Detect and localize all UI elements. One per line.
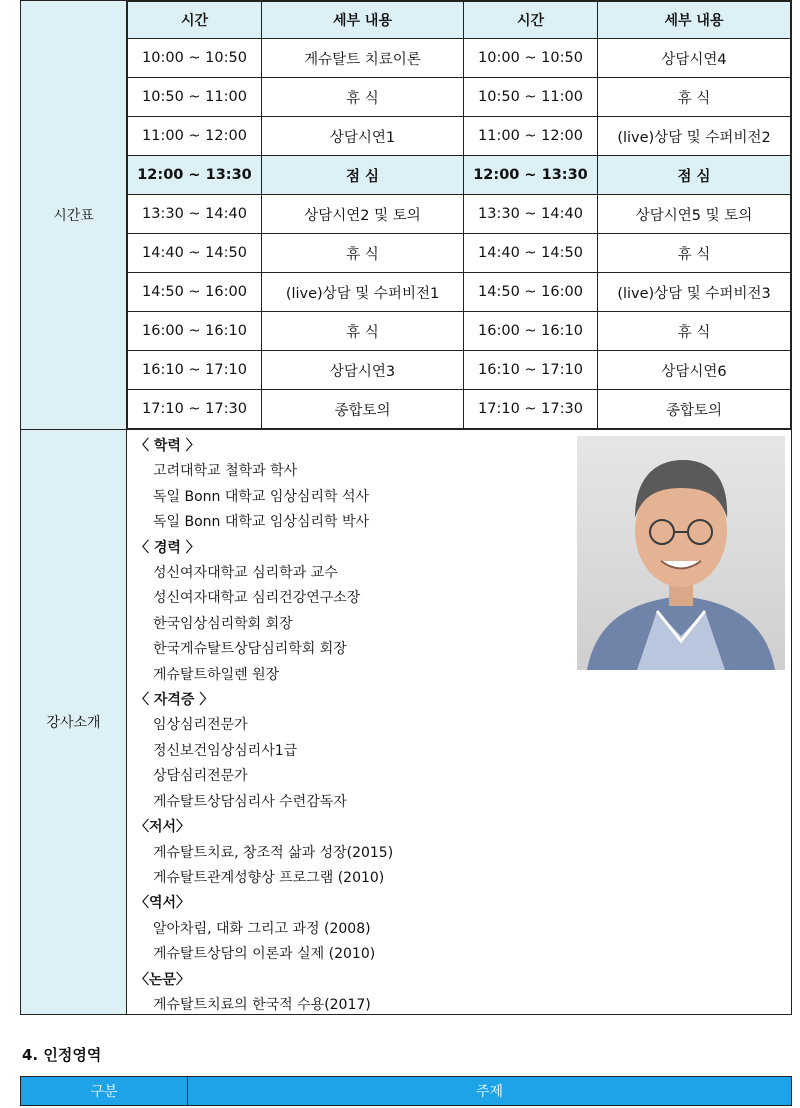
schedule-row	[128, 273, 791, 312]
time-cell: 17:10 ~ 17:30	[128, 390, 262, 429]
detail-cell: (live)상담 및 수퍼비전3	[598, 273, 791, 312]
header-time-2: 시간	[464, 2, 598, 39]
instructor-item: 한국임상심리학회 회장	[153, 615, 293, 632]
detail-cell: (live)상담 및 수퍼비전1	[262, 273, 464, 312]
instructor-item: 임상심리전문가	[153, 717, 248, 734]
time-cell: 10:00 ~ 10:50	[128, 39, 262, 78]
detail-cell: 상담시연2 및 토의	[262, 195, 464, 234]
detail-cell: 상담시연5 및 토의	[598, 195, 791, 234]
detail-cell: 휴 식	[262, 312, 464, 351]
program-table	[20, 0, 792, 1015]
detail-cell: (live)상담 및 수퍼비전2	[598, 117, 791, 156]
instructor-item: 게슈탈트상담의 이론과 실제 (2010)	[153, 946, 376, 963]
time-cell: 11:00 ~ 12:00	[128, 117, 262, 156]
time-cell: 14:50 ~ 16:00	[464, 273, 598, 312]
schedule-row	[128, 351, 791, 390]
instructor-label: 강사소개	[21, 430, 127, 1015]
instructor-item: 게슈탈트치료의 한국적 수용(2017)	[153, 996, 371, 1013]
instructor-section-title: 〈논문〉	[135, 971, 191, 988]
time-cell: 14:40 ~ 14:50	[128, 234, 262, 273]
time-cell: 13:30 ~ 14:40	[464, 195, 598, 234]
time-cell: 12:00 ~ 13:30	[464, 156, 598, 195]
schedule-row	[128, 156, 791, 195]
instructor-item: 성신여자대학교 심리학과 교수	[153, 565, 338, 582]
header-detail-2: 세부 내용	[598, 2, 791, 39]
time-cell: 16:10 ~ 17:10	[128, 351, 262, 390]
schedule-row	[128, 234, 791, 273]
schedule-label: 시간표	[21, 1, 127, 430]
time-cell: 10:50 ~ 11:00	[128, 78, 262, 117]
instructor-item: 상담심리전문가	[153, 768, 248, 785]
instructor-item: 고려대학교 철학과 학사	[153, 463, 298, 480]
time-cell: 16:10 ~ 17:10	[464, 351, 598, 390]
schedule-cell	[127, 1, 792, 430]
header-detail-1: 세부 내용	[262, 2, 464, 39]
schedule-row	[128, 78, 791, 117]
detail-cell: 휴 식	[262, 234, 464, 273]
detail-cell: 상담시연6	[598, 351, 791, 390]
detail-cell: 점 심	[262, 156, 464, 195]
instructor-item: 게슈탈트상담심리사 수련감독자	[153, 793, 347, 810]
time-cell: 14:50 ~ 16:00	[128, 273, 262, 312]
time-cell: 13:30 ~ 14:40	[128, 195, 262, 234]
time-cell: 10:50 ~ 11:00	[464, 78, 598, 117]
instructor-item: 정신보건임상심리사1급	[153, 742, 298, 759]
time-cell: 16:00 ~ 16:10	[464, 312, 598, 351]
detail-cell: 휴 식	[262, 78, 464, 117]
instructor-item: 알아차림, 대화 그리고 과정 (2008)	[153, 920, 371, 937]
instructor-section-title: 〈저서〉	[135, 819, 191, 836]
instructor-item: 게슈탈트하일렌 원장	[153, 666, 280, 683]
instructor-info	[127, 430, 791, 1014]
detail-cell: 종합토의	[262, 390, 464, 429]
instructor-section-title: 〈 경력 〉	[135, 539, 200, 556]
section4-title: 4. 인정영역	[22, 1046, 102, 1064]
instructor-item: 성신여자대학교 심리건강연구소장	[153, 590, 361, 607]
detail-cell: 종합토의	[598, 390, 791, 429]
detail-cell: 상담시연1	[262, 117, 464, 156]
detail-cell: 상담시연4	[598, 39, 791, 78]
detail-cell: 휴 식	[598, 234, 791, 273]
instructor-item: 독일 Bonn 대학교 임상심리학 박사	[153, 514, 370, 531]
time-cell: 12:00 ~ 13:30	[128, 156, 262, 195]
header-time-1: 시간	[128, 2, 262, 39]
time-cell: 11:00 ~ 12:00	[464, 117, 598, 156]
time-cell: 10:00 ~ 10:50	[464, 39, 598, 78]
instructor-item: 한국게슈탈트상담심리학회 회장	[153, 641, 347, 658]
time-cell: 14:40 ~ 14:50	[464, 234, 598, 273]
category-table	[20, 1076, 792, 1106]
schedule-row	[128, 117, 791, 156]
schedule-row	[128, 390, 791, 429]
instructor-section-title: 〈역서〉	[135, 895, 191, 912]
time-cell: 17:10 ~ 17:30	[464, 390, 598, 429]
detail-cell: 게슈탈트 치료이론	[262, 39, 464, 78]
schedule-table	[127, 1, 791, 429]
instructor-item: 게슈탈트관계성향상 프로그램 (2010)	[153, 869, 385, 886]
instructor-photo	[577, 436, 785, 670]
detail-cell: 휴 식	[598, 312, 791, 351]
detail-cell: 휴 식	[598, 78, 791, 117]
detail-cell: 상담시연3	[262, 351, 464, 390]
instructor-item: 게슈탈트치료, 창조적 삶과 성장(2015)	[153, 844, 394, 861]
header-category: 구분	[21, 1077, 188, 1106]
instructor-section-title: 〈 자격증 〉	[135, 692, 214, 709]
schedule-row	[128, 312, 791, 351]
instructor-item: 독일 Bonn 대학교 임상심리학 석사	[153, 488, 370, 505]
header-topic: 주제	[188, 1077, 792, 1106]
schedule-row	[128, 195, 791, 234]
instructor-cell	[127, 430, 792, 1015]
time-cell: 16:00 ~ 16:10	[128, 312, 262, 351]
schedule-row	[128, 39, 791, 78]
detail-cell: 점 심	[598, 156, 791, 195]
instructor-section-title: 〈 학력 〉	[135, 438, 200, 454]
